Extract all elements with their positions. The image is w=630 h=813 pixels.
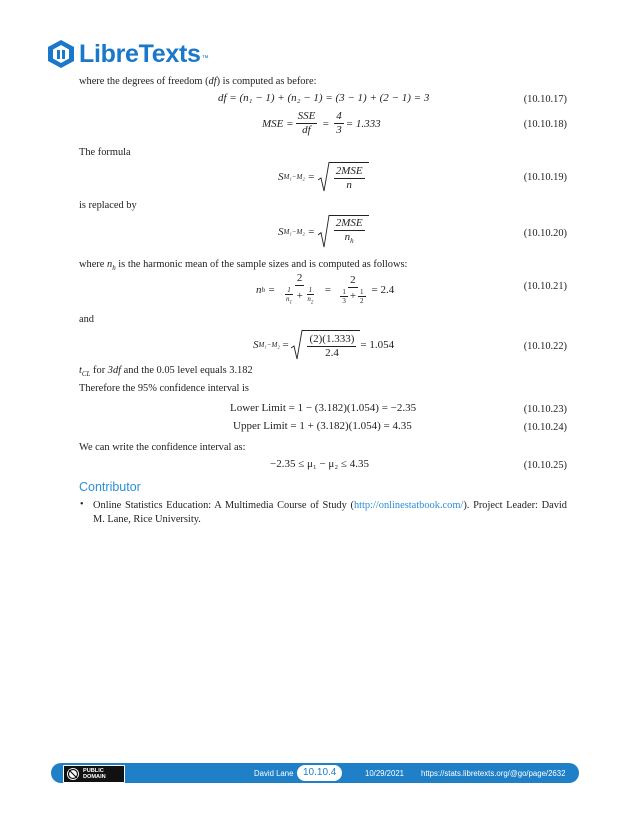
equation-text: −2.35 ≤ μ₁ − μ₂ ≤ 4.35 [270,458,369,470]
paragraph-df-intro [79,75,316,88]
subscript: M₁−M₂ [258,341,280,349]
equation-number: (10.10.25) [523,460,567,471]
footer-date: 10/29/2021 [365,769,405,778]
fraction [334,217,365,248]
subscript: M₁−M₂ [283,173,305,181]
onlinestatbook-link[interactable]: http://onlinestatbook.com/ [353,500,464,511]
equation-text: S [253,339,259,351]
radical-sign-icon [291,330,303,360]
radical-sign-icon [318,162,330,192]
bullet-icon: • [80,499,84,510]
math-num: 95% [137,383,157,394]
denominator: df [302,124,311,136]
equation-text: Upper Limit = 1 + (3.182)(1.054) = 4.35 [233,420,412,432]
text: level equals [174,365,230,376]
paragraph-confidence [79,382,249,395]
equation-10-10-21: n h = 2 $\frac{1}{n_1}$ + $\frac{1}{n_2}$ = 2 $\frac{1}{3}$ + $\frac{1}{2}$ = 2.4 [256,272,395,306]
equation-text: = 1.054 [360,339,395,351]
math-var: n [106,259,113,270]
equation-10-10-25 [270,458,369,470]
numerator: SSE [297,110,316,122]
equation-10-10-24 [233,420,412,432]
equation-number: (10.10.17) [523,94,567,105]
fraction: 2 $\frac{1}{3}$ + $\frac{1}{2}$ [342,274,364,306]
subscript: h [261,285,265,294]
contributor-heading: Contributor [79,480,141,494]
numerator: 2MSE [335,164,363,177]
license-text: DOMAIN [83,774,106,780]
equation-text: MSE = [262,117,294,130]
libretexts-hexagon-icon [46,39,76,69]
equation-number: (10.10.21) [523,281,567,292]
paragraph-and: and [79,314,95,325]
brand-tm: ™ [201,54,209,62]
math-var: 3df [107,365,122,376]
equation-text: Lower Limit = 1 − (3.182)(1.054) = −2.35 [230,402,417,414]
equation-10-10-17 [218,92,429,104]
subscript: CL [81,370,91,379]
text: where [79,259,107,270]
text: confidence interval is [156,383,249,394]
equation-text: = 1.333 [345,117,381,130]
numerator: 4 [336,110,342,122]
subscript: h [112,264,116,273]
equation-10-10-23 [230,402,416,414]
equation-number: (10.10.24) [523,422,567,433]
fraction: 2 $\frac{1}{n_1}$ + $\frac{1}{n_2}$ [285,272,314,306]
math-num: 0.05 [156,365,175,376]
radical-sign-icon [318,215,330,248]
denominator: n [344,231,351,243]
equation-text: S [278,225,284,238]
equation-text: df = (n₁ − 1) + (n₂ − 1) = (3 − 1) + (2 − 1) = 3 [218,92,430,104]
subscript: h [350,237,354,246]
fraction [307,333,356,360]
math-var: t [79,365,82,376]
footer-page-number: 10.10.4 [296,764,343,782]
equation-number: (10.10.23) [523,404,567,415]
equation-10-10-22: S M₁−M₂ = $\frac{(2)(1.333)}{2.4}$ = 1.054 [253,330,394,360]
numerator: 2 [296,272,303,284]
equation-number: (10.10.20) [523,228,567,239]
numerator: 2 [350,274,356,287]
text: and the [121,365,157,376]
paragraph-formula: The formula [79,147,131,158]
text: Online Statistics Education: A Multimedia Course of Study ( [93,500,354,511]
text: ). Project Leader: David M. Lane, Rice University. [93,500,567,525]
fraction [334,165,365,192]
footer-url-link[interactable]: https://stats.libretexts.org/@go/page/2632 [421,769,566,778]
denominator: n [346,178,352,191]
contributor-item [93,499,567,527]
text: Therefore the [79,383,138,394]
numerator: 2MSE [335,217,363,229]
fraction [334,110,344,137]
equation-text: S [278,171,284,183]
equation-10-10-20: S M₁−M₂ = $\frac{\text{2MSE}}{n_h}$ [278,215,369,248]
equation-number: (10.10.18) [523,119,567,130]
subscript: M₁−M₂ [283,227,305,236]
text: ) is computed as before: [216,76,317,87]
brand-name: LibreTexts [79,39,201,68]
equation-10-10-18: MSE = $\frac{\text{SSE}}{df}$ = $\frac{4}{3}$ = 1.333 [262,110,381,136]
libretexts-logo[interactable] [46,38,209,70]
text: for [90,365,108,376]
footer-author: David Lane [254,769,294,778]
math-num: 3.182 [229,365,253,376]
equation-number: (10.10.22) [523,341,567,352]
public-domain-badge[interactable] [63,765,125,783]
license-text: PUBLIC [83,768,104,774]
fraction [296,110,318,137]
paragraph-replaced: is replaced by [79,200,137,211]
page-footer [51,763,579,783]
square-root [291,330,360,360]
text: is the harmonic mean of the sample sizes and is computed as follows: [115,259,408,270]
math-var: df [208,76,217,87]
numerator: (2)(1.333) [309,332,355,345]
public-domain-icon [66,767,80,781]
equation-10-10-19: S M₁−M₂ = $\frac{\text{2MSE}}{n}$ [278,162,369,192]
denominator: 2.4 [325,346,339,359]
equation-number: (10.10.19) [523,172,567,183]
text: where the degrees of freedom ( [79,76,209,87]
paragraph-write-interval: We can write the confidence interval as: [79,442,246,453]
square-root [318,162,369,192]
equation-text: n [256,283,262,296]
denominator: 3 [336,124,342,136]
equation-text: = 2.4 [371,283,395,296]
square-root [318,215,369,248]
paragraph-tcl [79,364,253,381]
